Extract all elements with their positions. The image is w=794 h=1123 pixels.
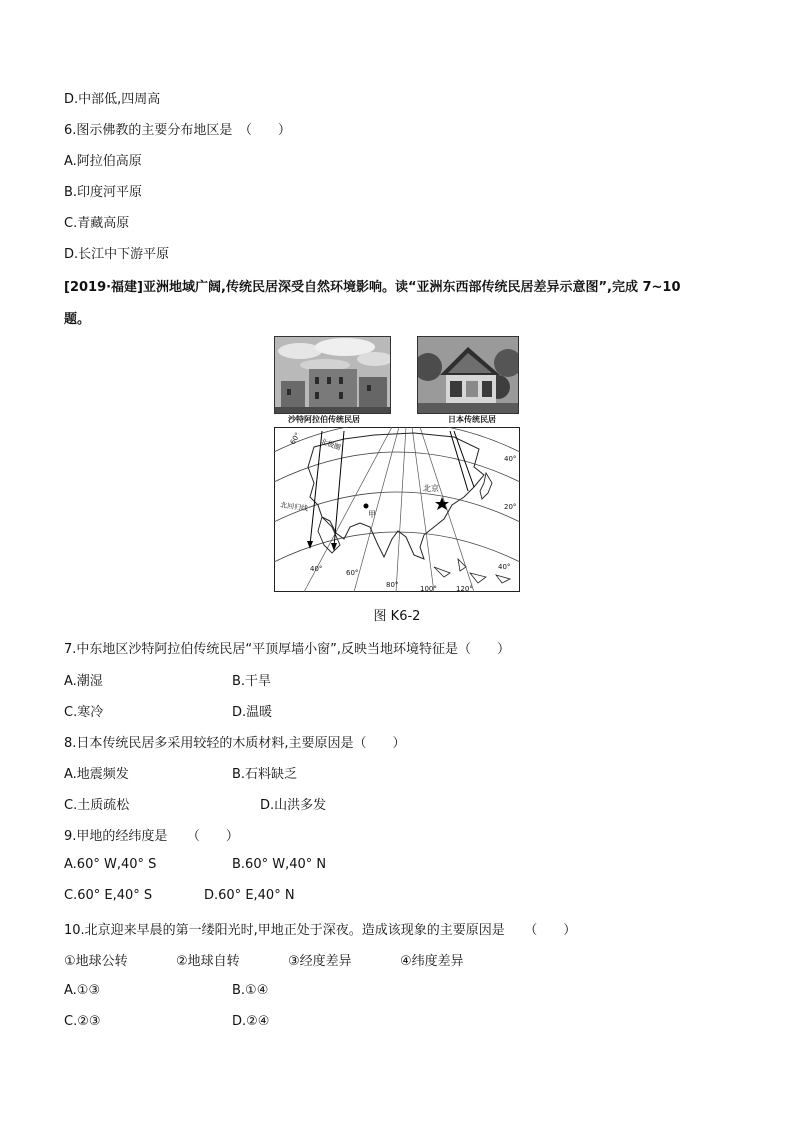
beijing-label: 北京 (423, 484, 439, 493)
q6-option-c: C.青藏高原 (64, 216, 130, 231)
q8-option-c: C.土质疏松 (64, 798, 130, 813)
lat-40-label: 40° (504, 455, 517, 463)
q10-option-d: D.②④ (232, 1014, 270, 1029)
saudi-house-caption: 沙特阿拉伯传统民居 (288, 415, 360, 424)
q8-stem: 8.日本传统民居多采用较轻的木质材料,主要原因是（ ） (64, 736, 406, 751)
intro-line-2: 题。 (64, 312, 91, 327)
figure-caption: 图 K6-2 (373, 609, 421, 624)
lon-40-right-label: 40° (498, 563, 511, 571)
q10-choice-1: ①地球公转 (64, 954, 128, 969)
q7-option-b: B.干旱 (232, 674, 272, 689)
q6-option-d: D.长江中下游平原 (64, 247, 170, 262)
jia-label: 甲 (368, 510, 376, 519)
lon-100-label: 100° (420, 585, 437, 592)
figure-k6-2 (272, 334, 522, 596)
q10-stem: 10.北京迎来早晨的第一缕阳光时,甲地正处于深夜。造成该现象的主要原因是 （ ） (64, 923, 577, 938)
q8-option-a: A.地震频发 (64, 767, 129, 782)
q10-choice-4: ④纬度差异 (400, 954, 464, 969)
q6-option-b: B.印度河平原 (64, 185, 143, 200)
q10-option-b: B.①④ (232, 983, 269, 998)
q8-option-d: D.山洪多发 (260, 798, 327, 813)
q9-option-b: B.60° W,40° N (232, 857, 327, 872)
lat-20-label: 20° (504, 503, 517, 511)
q10-choice-3: ③经度差异 (288, 954, 352, 969)
lat-60-label: 60° (288, 431, 302, 446)
lon-40-label: 40° (310, 565, 323, 573)
saudi-house-photo (274, 336, 391, 414)
q9-option-a: A.60° W,40° S (64, 857, 157, 872)
q7-stem: 7.中东地区沙特阿拉伯传统民居“平顶厚墙小窗”,反映当地环境特征是（ ） (64, 642, 511, 657)
asia-map (274, 427, 520, 592)
q6-option-a: A.阿拉伯高原 (64, 154, 142, 169)
q5-option-d: D.中部低,四周高 (64, 92, 161, 107)
japanese-house-photo (417, 336, 519, 414)
lon-80-label: 80° (386, 581, 399, 589)
japanese-house-caption: 日本传统民居 (448, 415, 496, 424)
q8-option-b: B.石料缺乏 (232, 767, 298, 782)
q9-option-d: D.60° E,40° N (204, 888, 295, 903)
q10-option-a: A.①③ (64, 983, 101, 998)
lon-60-label: 60° (346, 569, 359, 577)
q7-option-a: A.潮湿 (64, 674, 103, 689)
q7-option-c: C.寒冷 (64, 705, 104, 720)
q10-option-c: C.②③ (64, 1014, 101, 1029)
intro-line-1: [2019·福建]亚洲地域广阔,传统民居深受自然环境影响。读“亚洲东西部传统民居差异示意图”,完成 7~10 (64, 280, 681, 295)
q6-stem: 6.图示佛教的主要分布地区是 （ ） (64, 123, 291, 138)
tropic-of-cancer-label: 北回归线 (279, 501, 309, 513)
lon-120-label: 120° (456, 585, 473, 592)
q9-option-c: C.60° E,40° S (64, 888, 153, 903)
q10-choice-2: ②地球自转 (176, 954, 240, 969)
q7-option-d: D.温暖 (232, 705, 273, 720)
q9-stem: 9.甲地的经纬度是 （ ） (64, 829, 239, 844)
arctic-circle-label: 北极圈 (319, 437, 342, 453)
